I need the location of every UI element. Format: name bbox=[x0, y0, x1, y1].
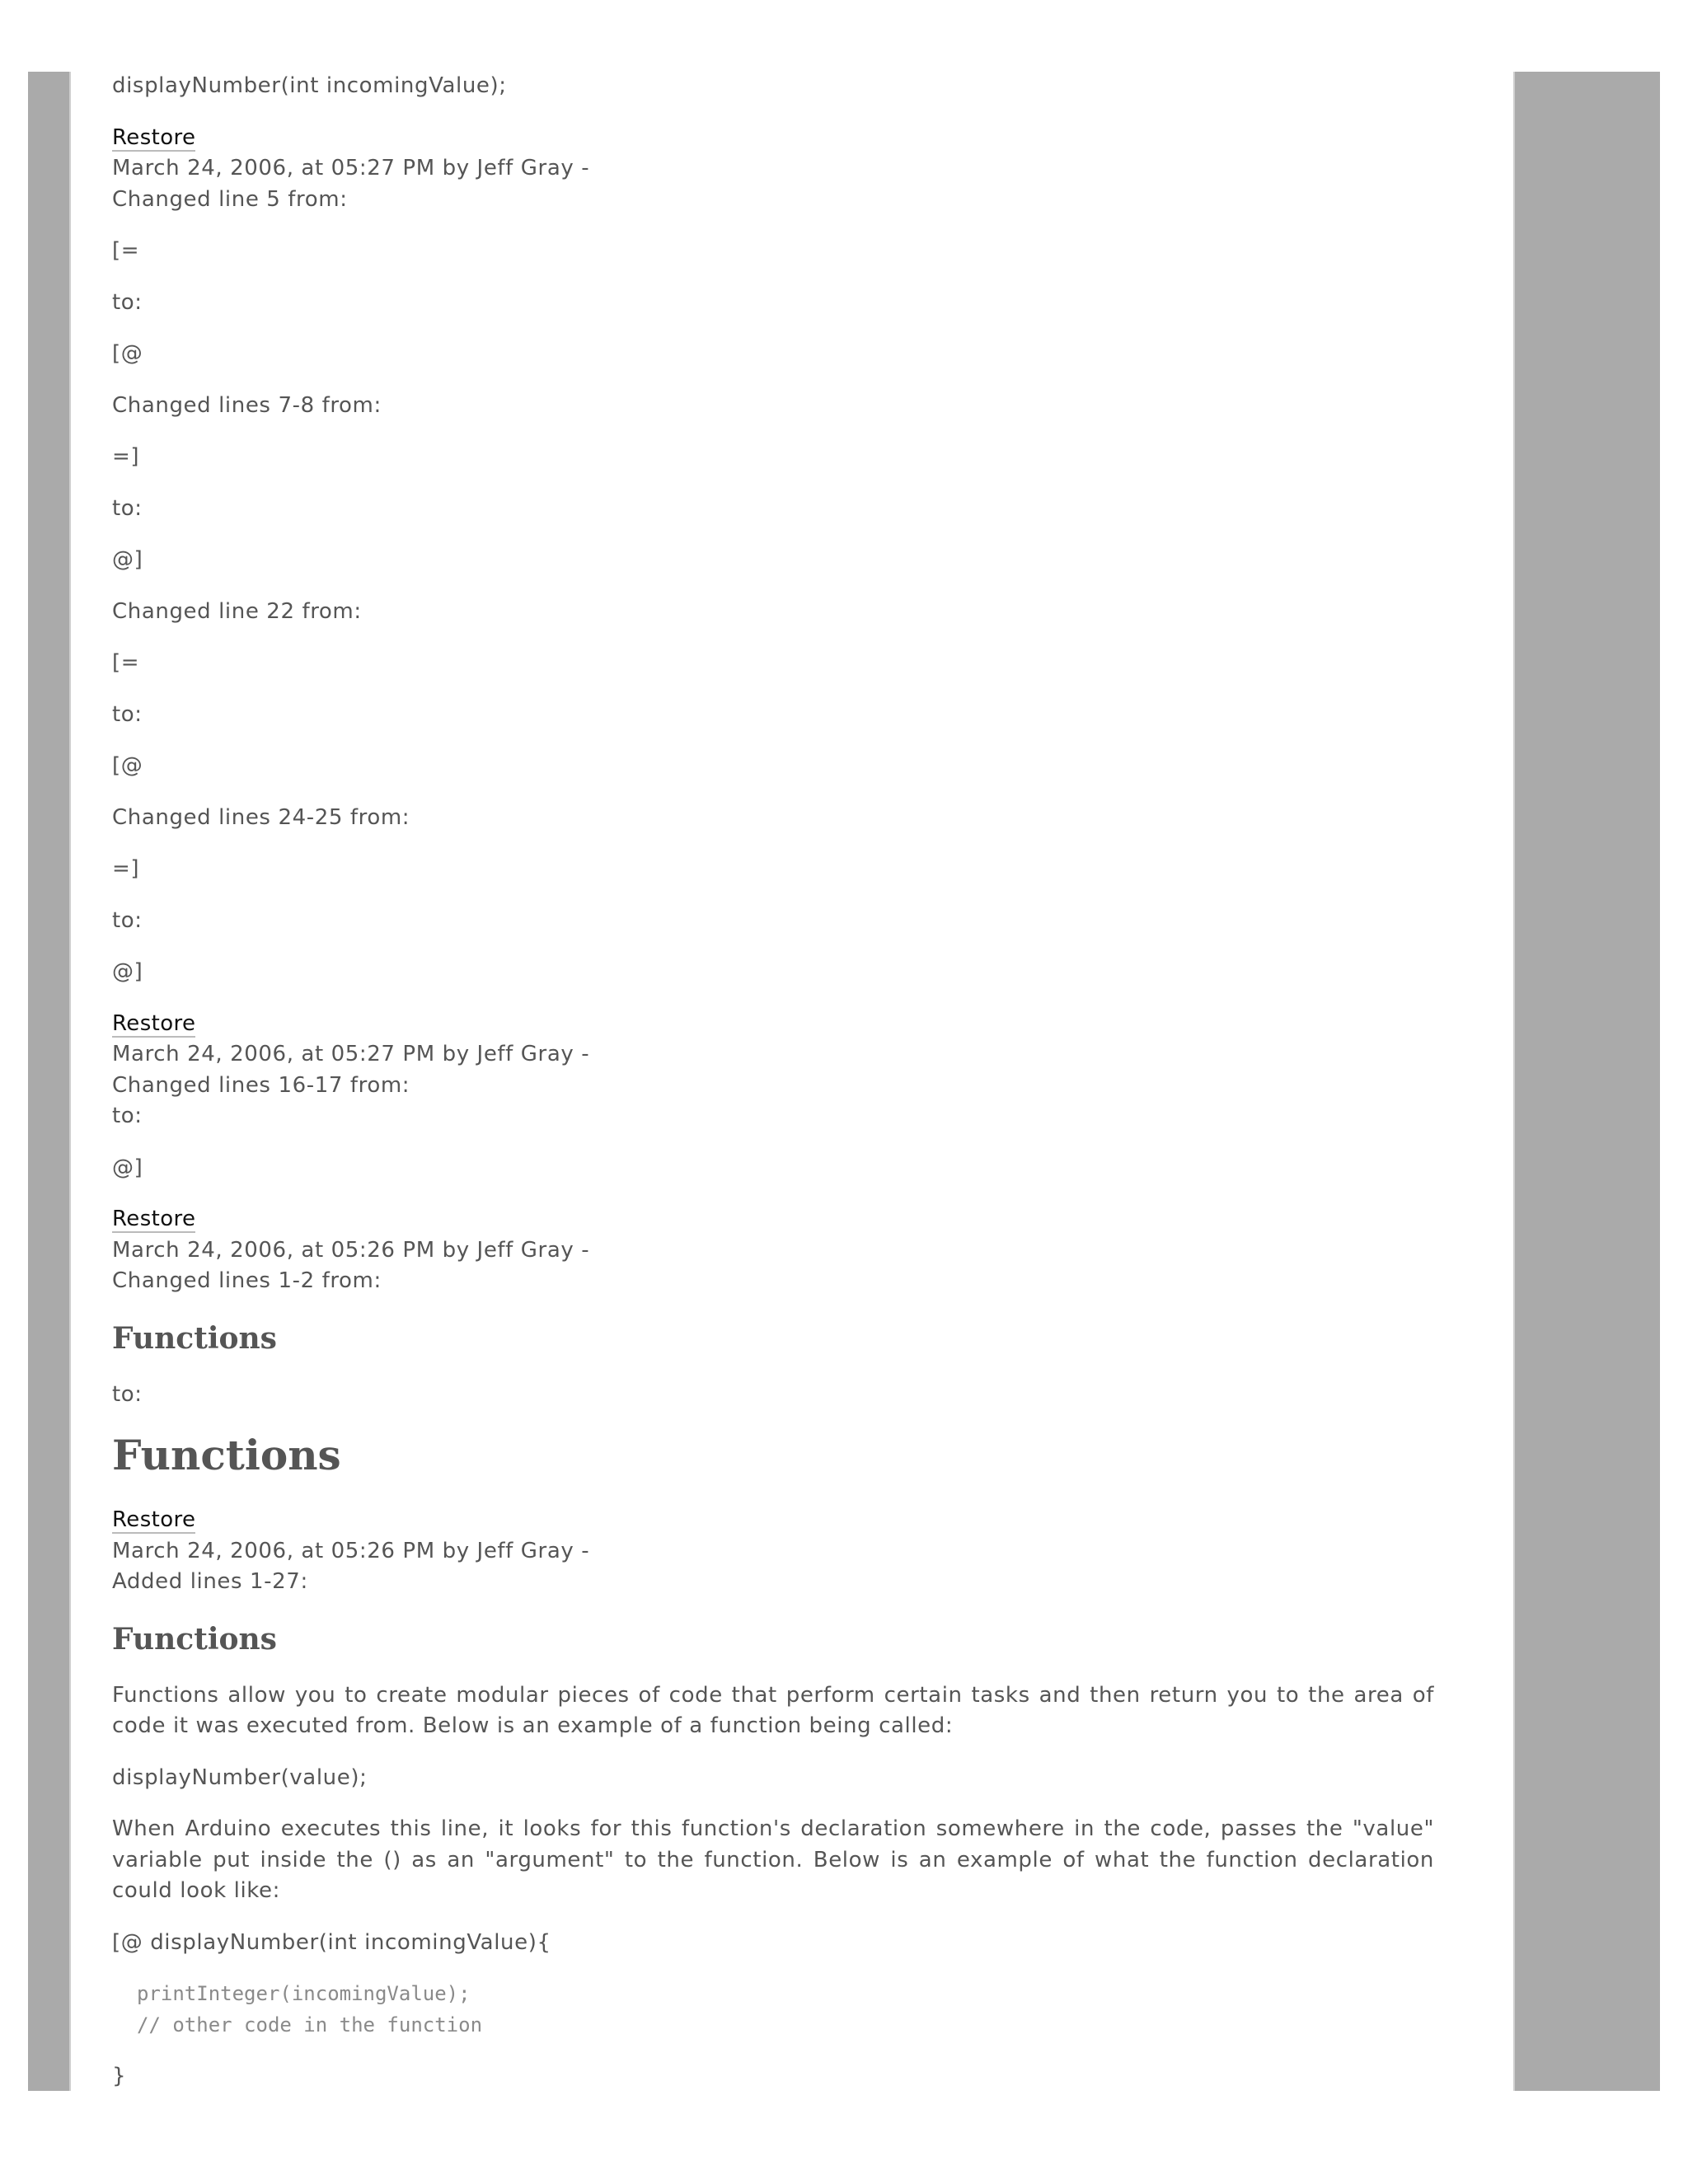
function-declaration-line: [@ displayNumber(int incomingValue){ bbox=[112, 1929, 551, 1955]
to-label: to: bbox=[112, 907, 143, 933]
revision-entry bbox=[112, 123, 1434, 988]
change-description: Changed lines 1-2 from: bbox=[112, 1268, 382, 1293]
paragraph: Functions allow you to create modular pieces of code that perform certain tasks and then return you to the area of code it was executed from. Below is an example of a function being called: bbox=[112, 1682, 1434, 1738]
diff-line: @] bbox=[112, 547, 143, 572]
closing-brace: } bbox=[112, 2064, 127, 2088]
to-label: to: bbox=[112, 289, 143, 315]
change-description: Changed lines 24-25 from: bbox=[112, 804, 410, 830]
restore-link[interactable]: Restore bbox=[112, 124, 196, 150]
revision-meta: March 24, 2006, at 05:26 PM by Jeff Gray - bbox=[112, 1237, 590, 1263]
page-history-content bbox=[112, 71, 1434, 2113]
diff-line: displayNumber(int incomingValue); bbox=[112, 73, 507, 98]
restore-link[interactable]: Restore bbox=[112, 1507, 196, 1532]
to-label: to: bbox=[112, 1381, 143, 1407]
change-description: Changed lines 16-17 from: bbox=[112, 1072, 410, 1098]
revision-entry bbox=[112, 1505, 1434, 2093]
revision-meta: March 24, 2006, at 05:27 PM by Jeff Gray - bbox=[112, 1042, 590, 1066]
diff-line: [@ bbox=[112, 753, 143, 778]
restore-link[interactable]: Restore bbox=[112, 1010, 196, 1036]
revision-meta: March 24, 2006, at 05:27 PM by Jeff Gray - bbox=[112, 156, 590, 180]
new-heading: Functions bbox=[112, 1431, 341, 1479]
paragraph: When Arduino executes this line, it looks for this function's declaration somewhere in the code, passes the "value" variable put inside the () as an "argument" to the function. Below is an example of what the function declaration could look like: bbox=[112, 1816, 1434, 1903]
revision-entry bbox=[112, 1204, 1434, 1480]
to-label: to: bbox=[112, 1104, 143, 1128]
restore-link[interactable]: Restore bbox=[112, 1207, 196, 1231]
diff-line: =] bbox=[112, 444, 140, 469]
to-label: to: bbox=[112, 701, 143, 727]
revision-meta: March 24, 2006, at 05:26 PM by Jeff Gray - bbox=[112, 1538, 590, 1563]
right-gutter-bar bbox=[1513, 72, 1660, 2091]
diff-line: @] bbox=[112, 1155, 143, 1180]
change-description: Changed line 5 from: bbox=[112, 186, 348, 212]
change-description: Added lines 1-27: bbox=[112, 1569, 308, 1594]
old-heading: Functions bbox=[112, 1320, 277, 1356]
diff-line: @] bbox=[112, 959, 143, 984]
left-gutter-bar bbox=[28, 72, 71, 2091]
diff-line: [@ bbox=[112, 341, 143, 366]
code-line: printInteger(incomingValue); bbox=[137, 1982, 471, 2005]
code-call-line: displayNumber(value); bbox=[112, 1765, 368, 1790]
diff-line: [= bbox=[112, 650, 140, 675]
section-heading: Functions bbox=[112, 1621, 277, 1657]
change-description: Changed lines 7-8 from: bbox=[112, 392, 382, 418]
to-label: to: bbox=[112, 495, 143, 521]
code-line: // other code in the function bbox=[137, 2013, 483, 2036]
code-block bbox=[112, 1979, 1434, 2041]
diff-line: [= bbox=[112, 238, 140, 263]
change-description: Changed line 22 from: bbox=[112, 598, 362, 624]
revision-entry bbox=[112, 1009, 1434, 1184]
diff-line: =] bbox=[112, 856, 140, 881]
